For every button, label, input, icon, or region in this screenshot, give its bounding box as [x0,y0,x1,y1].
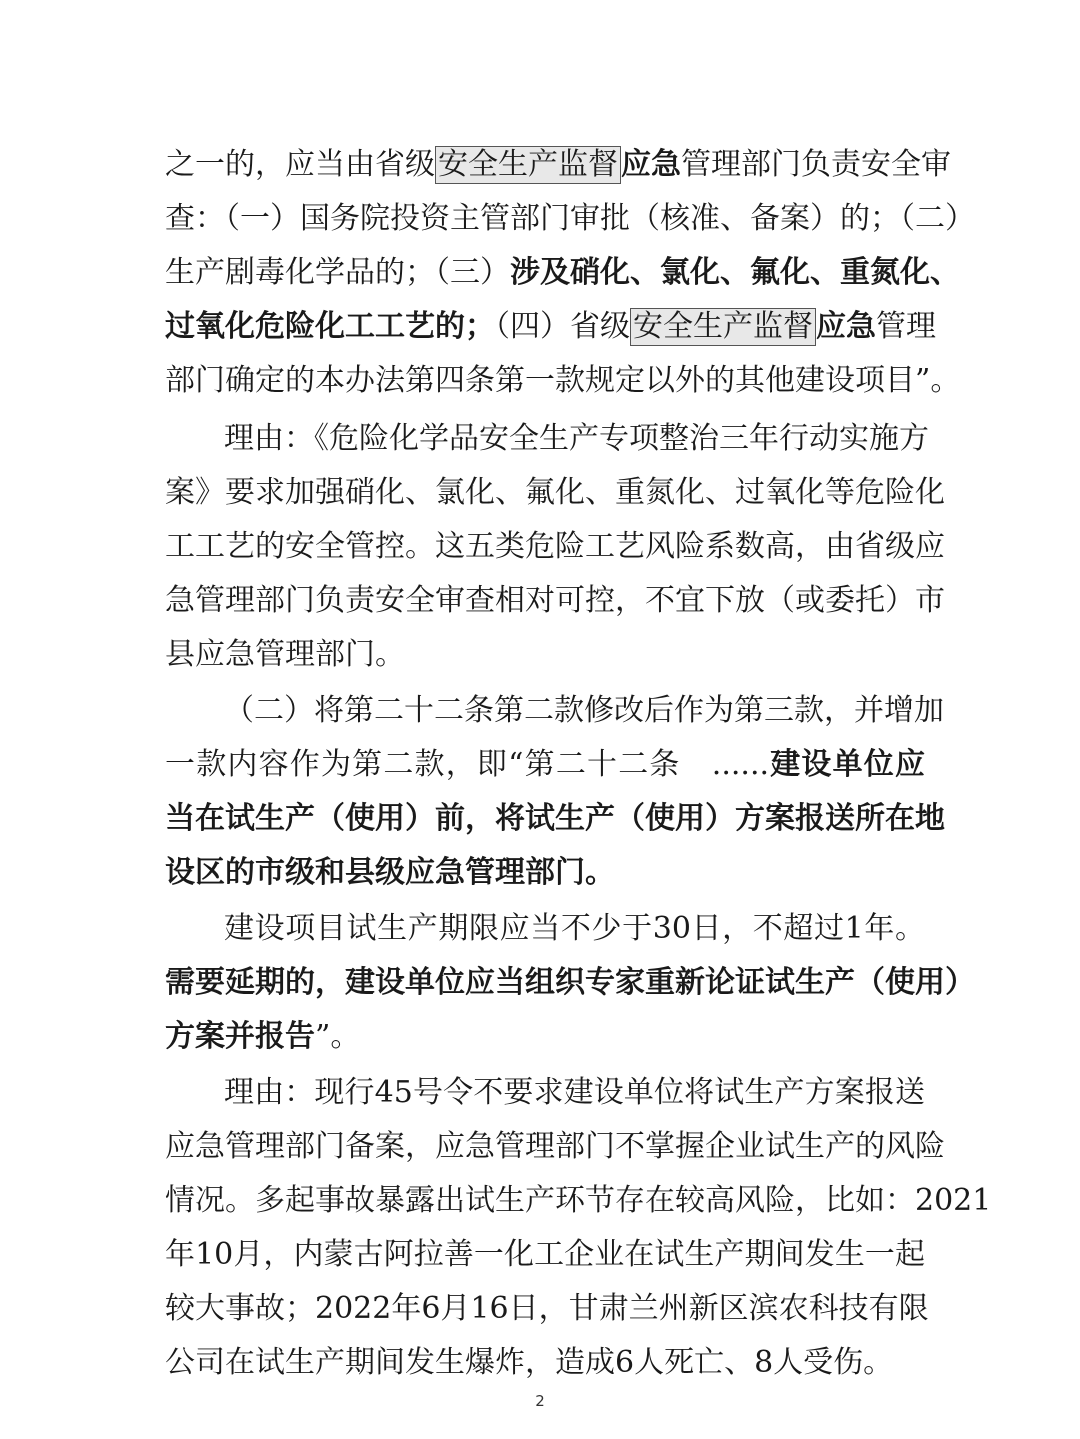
text-line-bold: 设区的市级和县级应急管理部门。 [165,855,615,890]
text-line: 工工艺的安全管控。这五类危险工艺风险系数高，由省级应 [165,529,945,564]
text-line: 案》要求加强硝化、氯化、氟化、重氮化、过氧化等危险化 [165,475,945,510]
bold-insertion: 应急 [816,309,876,344]
text-run: （四）省级 [495,309,630,344]
text-line [165,738,925,792]
text-line: 建设项目试生产期限应当不少于30日，不超过1年。 [224,911,925,946]
text-line: 年10月，内蒙古阿拉善一化工企业在试生产期间发生一起 [165,1237,925,1272]
text-line: 查：（一）国务院投资主管部门审批（核准、备案）的；（二） [165,201,975,236]
text-line: 部门确定的本办法第四条第一款规定以外的其他建设项目”。 [165,363,961,398]
text-line: 急管理部门负责安全审查相对可控，不宜下放（或委托）市 [165,583,945,618]
text-line [165,300,936,354]
text-line: 公司在试生产期间发生爆炸，造成6人死亡、8人受伤。 [165,1345,894,1380]
text-run: 一款内容作为第二款，即“第二十二条 ...... [165,747,770,782]
text-line: 较大事故；2022年6月16日，甘肃兰州新区滨农科技有限 [165,1291,929,1326]
bold-insertion: 应急 [621,147,681,182]
highlighted-deletion: 安全生产监督 [630,308,816,346]
text-run: 之一的，应当由省级 [165,147,435,182]
text-line [165,138,951,192]
text-line: 应急管理部门备案，应急管理部门不掌握企业试生产的风险 [165,1129,945,1164]
text-run: 管理 [876,309,936,344]
bold-insertion: 过氧化危险化工工艺的； [165,309,495,344]
text-line-bold: 当在试生产（使用）前，将试生产（使用）方案报送所在地 [165,801,945,836]
text-line [165,1010,925,1064]
text-line: 县应急管理部门。 [165,637,405,672]
text-run: ”。 [315,1019,361,1054]
text-run: 生产剧毒化学品的；（三） [165,255,510,290]
text-run: 管理部门负责安全审 [681,147,951,182]
text-line-bold: 需要延期的，建设单位应当组织专家重新论证试生产（使用） [165,965,975,1000]
text-line: 理由：《危险化学品安全生产专项整治三年行动实施方 [224,421,929,456]
bold-insertion: 建设单位应 [769,747,925,782]
text-line [165,246,960,300]
page-number: 2 [535,1392,545,1410]
text-line: （二）将第二十二条第二款修改后作为第三款，并增加 [224,693,944,728]
bold-insertion: 涉及硝化、氯化、氟化、重氮化、 [510,255,960,290]
text-line: 理由：现行45号令不要求建设单位将试生产方案报送 [224,1075,925,1110]
highlighted-deletion: 安全生产监督 [435,146,621,184]
bold-insertion: 方案并报告 [165,1019,315,1054]
text-line: 情况。多起事故暴露出试生产环节存在较高风险，比如：2021 [165,1183,992,1218]
